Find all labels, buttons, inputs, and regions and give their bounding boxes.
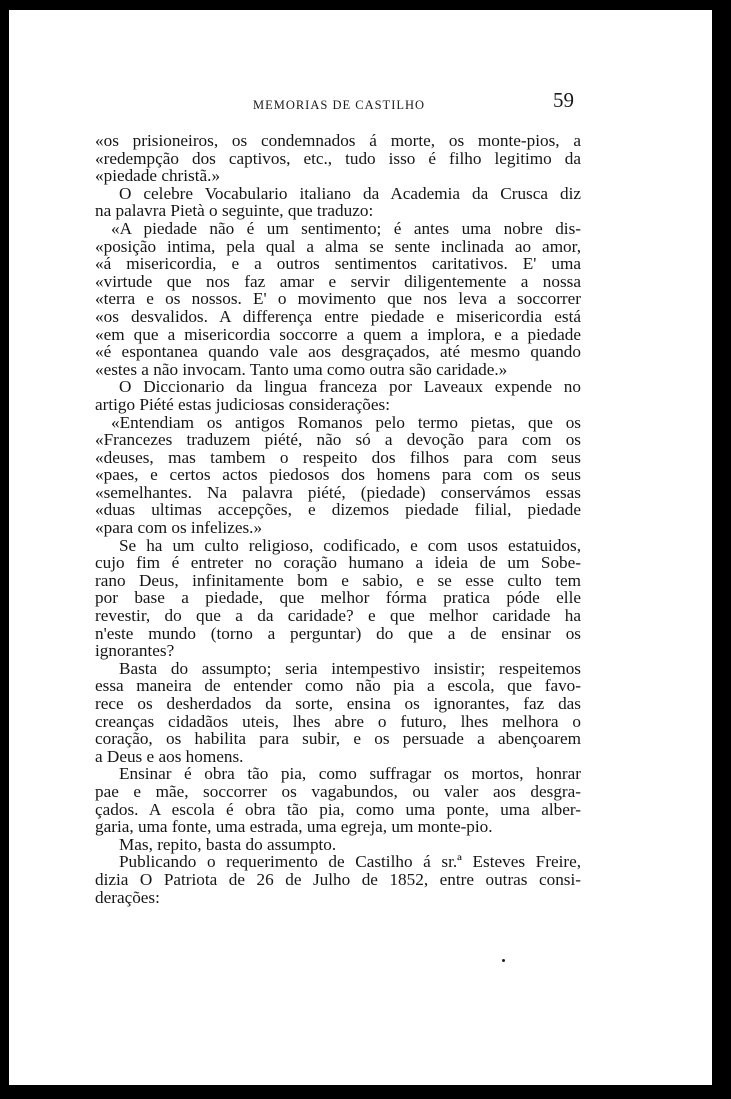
text-line: «virtude que nos faz amar e servir diligentemente a nossa <box>95 271 581 291</box>
text-line: Basta do assumpto; seria intempestivo insistir; respeitemos <box>119 658 581 678</box>
text-line: Se ha um culto religioso, codificado, e com usos estatuidos, <box>119 535 581 555</box>
text-line: «semelhantes. Na palavra piété, (piedade) conservámos essas <box>95 482 581 502</box>
body-text <box>95 132 581 906</box>
text-line: «redempção dos captivos, etc., tudo isso é filho legitimo da <box>95 148 581 168</box>
text-line: na palavra Pietà o seguinte, que traduzo: <box>95 201 374 221</box>
text-line: Publicando o requerimento de Castilho á sr.ª Esteves Freire, <box>119 852 581 872</box>
text-line: artigo Piété estas judiciosas considerações: <box>95 394 390 414</box>
text-line: garia, uma fonte, uma estrada, uma egreja, um monte-pio. <box>95 817 493 837</box>
text-line: rece os desherdados da sorte, ensina os ignorantes, faz das <box>95 694 581 713</box>
text-line: «para com os infelizes.» <box>95 518 263 538</box>
text-line: «A piedade não é um sentimento; é antes uma nobre dis- <box>111 218 581 238</box>
text-line: «estes a não invocam. Tanto uma como outra são caridade.» <box>95 359 508 379</box>
text-line: «duas ultimas accepções, e dizemos piedade filial, piedade <box>95 500 581 520</box>
text-line: «os prisioneiros, os condemnados á morte, os monte-pios, a <box>95 131 581 150</box>
text-line: çados. A escola é obra tão pia, como uma ponte, uma alber- <box>95 799 581 819</box>
text-line: «deuses, mas tambem o respeito dos filhos para com seus <box>95 447 581 467</box>
page-header <box>9 88 712 118</box>
text-line: pae e mãe, soccorrer os vagabundos, ou valer aos desgra- <box>95 781 581 801</box>
text-line: rano Deus, infinitamente bom e sabio, e se esse culto tem <box>95 570 581 590</box>
book-page <box>9 10 716 1085</box>
text-line: n'este mundo (torno a perguntar) do que a de ensinar os <box>95 623 581 643</box>
text-line: «terra e os nossos. E' o movimento que nos leva a soccorrer <box>95 289 581 309</box>
text-line: Mas, repito, basta do assumpto. <box>119 834 337 854</box>
text-line: Ensinar é obra tão pia, como suffragar os mortos, honrar <box>119 764 581 784</box>
text-line: «Entendiam os antigos Romanos pelo termo pietas, que os <box>111 412 581 432</box>
text-line: essa maneira de entender como não pia a escola, que favo- <box>95 676 581 696</box>
page-number: 59 <box>553 88 574 112</box>
text-line: O Diccionario da lingua franceza por Laveaux expende no <box>119 377 581 397</box>
text-line: «posição intima, pela qual a alma se sente inclinada ao amor, <box>95 236 581 256</box>
text-line: «á misericordia, e a outros sentimentos caritativos. E' uma <box>95 254 581 274</box>
text-line: «é espontanea quando vale aos desgraçados, até mesmo quando <box>95 342 581 362</box>
text-line: «Francezes traduzem piété, não só a devoção para com os <box>95 430 581 450</box>
text-line: O celebre Vocabulario italiano da Academia da Crusca diz <box>119 183 581 203</box>
text-line: por base a piedade, que melhor fórma pratica póde elle <box>95 588 581 608</box>
text-line: derações: <box>95 887 160 907</box>
text-line: ignorantes? <box>95 641 175 661</box>
text-line: «os desvalidos. A differença entre piedade e misericordia está <box>95 306 581 326</box>
text-line: cujo fim é entreter no coração humano a ideia de um Sobe- <box>95 553 581 573</box>
text-line: coração, os habilita para subir, e os persuade a abençoarem <box>95 729 581 749</box>
text-line: revestir, do que a da caridade? e que melhor caridade ha <box>95 606 581 626</box>
text-line: a Deus e aos homens. <box>95 746 244 766</box>
text-line: «piedade christã.» <box>95 166 221 186</box>
running-title: MEMORIAS DE CASTILHO <box>252 98 426 112</box>
text-line: «paes, e certos actos piedosos dos homens para com os seus <box>95 465 581 485</box>
ink-speck <box>502 959 505 962</box>
text-line: creanças cidadãos uteis, lhes abre o futuro, lhes melhora o <box>95 711 581 731</box>
text-line: «em que a misericordia soccorre a quem a implora, e a piedade <box>95 324 581 344</box>
text-line: dizia O Patriota de 26 de Julho de 1852, entre outras consi- <box>95 869 581 889</box>
